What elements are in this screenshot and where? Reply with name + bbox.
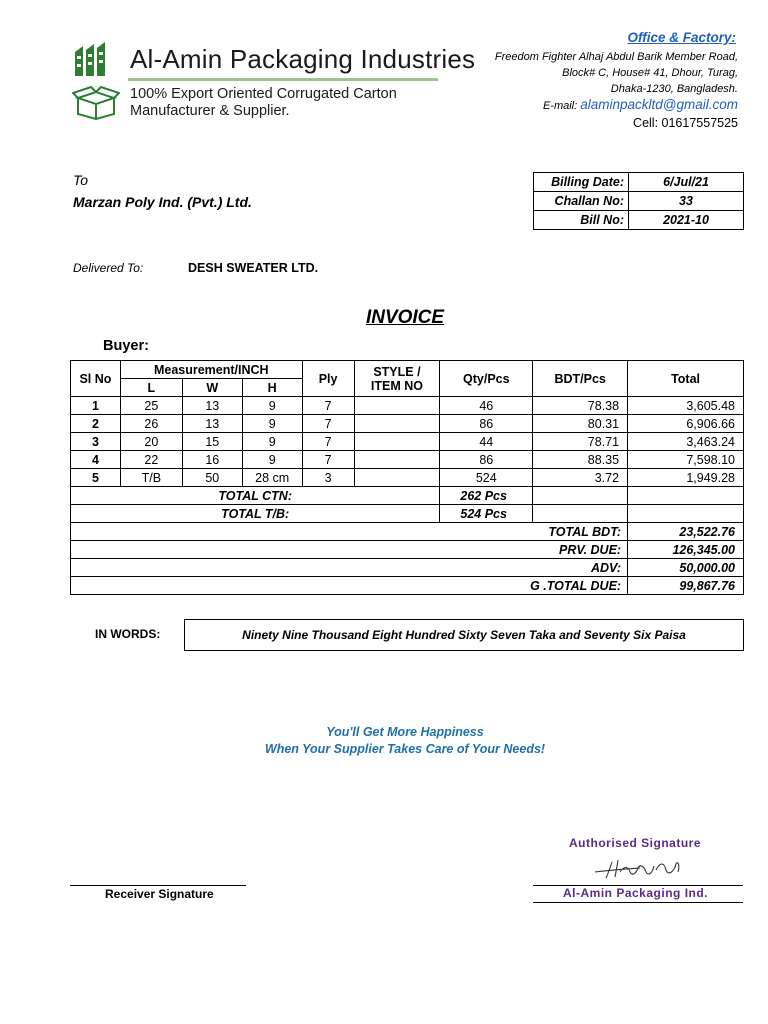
cell-rate: 88.35 [533, 451, 628, 469]
challan-value: 33 [629, 192, 744, 211]
invoice-items-table [70, 360, 744, 595]
slogan-line-2: When Your Supplier Takes Care of Your Needs! [264, 742, 546, 756]
total-tb-row [71, 505, 744, 523]
billing-date-row [534, 173, 744, 192]
delivered-to-label: Delivered To: [73, 261, 144, 275]
cell-qty: 524 [440, 469, 533, 487]
total-ctn-empty [533, 487, 628, 505]
cell-w: 16 [182, 451, 242, 469]
delivered-to-value: DESH SWEATER LTD. [188, 261, 319, 275]
cell-w: 15 [182, 433, 242, 451]
receiver-signature-line [70, 885, 246, 886]
cell-h: 9 [242, 397, 302, 415]
tagline-line-2: Manufacturer & Supplier. [130, 103, 290, 119]
cell-sl: 5 [71, 469, 121, 487]
total-tb-label: TOTAL T/B: [71, 505, 440, 523]
cell-l: T/B [120, 469, 182, 487]
header-total: Total [628, 361, 744, 397]
cell-h: 28 cm [242, 469, 302, 487]
cell-qty: 46 [440, 397, 533, 415]
cell-number: Cell: 01617557525 [633, 116, 738, 130]
buyer-label: Buyer: [103, 338, 149, 354]
cell-style [354, 469, 440, 487]
total-tb-empty [533, 505, 628, 523]
cell-sl: 2 [71, 415, 121, 433]
cell-ply: 7 [302, 397, 354, 415]
header-sl-no: Sl No [71, 361, 121, 397]
header-h: H [242, 379, 302, 397]
invoice-title: INVOICE [365, 307, 445, 328]
cell-h: 9 [242, 415, 302, 433]
cell-total: 1,949.28 [628, 469, 744, 487]
header-style [354, 361, 440, 397]
slogan [0, 724, 768, 758]
total-tb-value: 524 Pcs [440, 505, 533, 523]
header-rate: BDT/Pcs [533, 361, 628, 397]
billing-date-label: Billing Date: [534, 173, 629, 192]
grand-total-label: G .TOTAL DUE: [71, 577, 628, 595]
authorised-signature-underline [533, 902, 743, 903]
cell-rate: 3.72 [533, 469, 628, 487]
total-ctn-empty-2 [628, 487, 744, 505]
in-words-value: Ninety Nine Thousand Eight Hundred Sixty Seven Taka and Seventy Six Paisa [184, 619, 744, 651]
in-words-label: IN WORDS: [95, 627, 161, 641]
address-line-1: Freedom Fighter Alhaj Abdul Barik Member Road, [494, 51, 738, 63]
cell-h: 9 [242, 433, 302, 451]
company-name: Al-Amin Packaging Industries [130, 44, 476, 74]
header-w: W [182, 379, 242, 397]
cell-qty: 44 [440, 433, 533, 451]
adv-row [71, 559, 744, 577]
handwritten-signature-icon [590, 852, 690, 882]
header-divider [128, 78, 438, 81]
cell-l: 25 [120, 397, 182, 415]
table-header-row [71, 361, 744, 379]
header-l: L [120, 379, 182, 397]
cell-ply: 7 [302, 415, 354, 433]
cell-style [354, 433, 440, 451]
cell-rate: 78.38 [533, 397, 628, 415]
cell-sl: 3 [71, 433, 121, 451]
billing-info-table [533, 172, 744, 230]
grand-total-row [71, 577, 744, 595]
cell-qty: 86 [440, 451, 533, 469]
office-title: Office & Factory: [627, 30, 736, 45]
cell-rate: 80.31 [533, 415, 628, 433]
cell-w: 50 [182, 469, 242, 487]
cell-w: 13 [182, 415, 242, 433]
total-ctn-value: 262 Pcs [440, 487, 533, 505]
company-logo-icon [73, 42, 115, 78]
cell-total: 3,463.24 [628, 433, 744, 451]
bill-no-row [534, 211, 744, 230]
billing-date-value: 6/Jul/21 [629, 173, 744, 192]
cell-w: 13 [182, 397, 242, 415]
total-ctn-label: TOTAL CTN: [71, 487, 440, 505]
prv-due-value: 126,345.00 [628, 541, 744, 559]
address-line-2: Block# C, House# 41, Dhour, Turag, [562, 67, 738, 79]
cell-style [354, 397, 440, 415]
receiver-signature-label: Receiver Signature [105, 887, 214, 901]
customer-name: Marzan Poly Ind. (Pvt.) Ltd. [73, 194, 252, 210]
cell-h: 9 [242, 451, 302, 469]
cell-sl: 1 [71, 397, 121, 415]
cell-ply: 7 [302, 451, 354, 469]
bill-no-value: 2021-10 [629, 211, 744, 230]
total-bdt-row [71, 523, 744, 541]
bill-no-label: Bill No: [534, 211, 629, 230]
table-row [71, 451, 744, 469]
cell-rate: 78.71 [533, 433, 628, 451]
company-tagline [130, 86, 397, 120]
cell-l: 26 [120, 415, 182, 433]
authorised-signature-label: Authorised Signature [569, 836, 702, 850]
header-style-line-1: STYLE / [373, 364, 421, 379]
authorised-company-name: Al-Amin Packaging Ind. [563, 886, 709, 900]
table-row [71, 397, 744, 415]
email-label: E-mail: [542, 100, 578, 112]
header-ply: Ply [302, 361, 354, 397]
total-tb-empty-2 [628, 505, 744, 523]
total-ctn-row [71, 487, 744, 505]
cell-total: 7,598.10 [628, 451, 744, 469]
cell-qty: 86 [440, 415, 533, 433]
table-row [71, 415, 744, 433]
header-style-line-2: ITEM NO [370, 378, 423, 393]
header-measurement: Measurement/INCH [120, 361, 302, 379]
cell-ply: 3 [302, 469, 354, 487]
cell-l: 22 [120, 451, 182, 469]
email-link[interactable]: alaminpackltd@gmail.com [580, 97, 738, 112]
slogan-line-1: You'll Get More Happiness [326, 725, 484, 739]
cell-l: 20 [120, 433, 182, 451]
prv-due-label: PRV. DUE: [71, 541, 628, 559]
cell-total: 3,605.48 [628, 397, 744, 415]
adv-value: 50,000.00 [628, 559, 744, 577]
address-line-3: Dhaka-1230, Bangladesh. [610, 83, 738, 95]
tagline-line-1: 100% Export Oriented Corrugated Carton [130, 86, 397, 102]
cell-style [354, 415, 440, 433]
header-qty: Qty/Pcs [440, 361, 533, 397]
challan-row [534, 192, 744, 211]
total-bdt-label: TOTAL BDT: [71, 523, 628, 541]
prv-due-row [71, 541, 744, 559]
email-line [543, 97, 738, 112]
total-bdt-value: 23,522.76 [628, 523, 744, 541]
cell-ply: 7 [302, 433, 354, 451]
grand-total-value: 99,867.76 [628, 577, 744, 595]
cell-total: 6,906.66 [628, 415, 744, 433]
cell-style [354, 451, 440, 469]
adv-label: ADV: [71, 559, 628, 577]
to-label: To [73, 172, 89, 188]
cell-sl: 4 [71, 451, 121, 469]
office-address [495, 49, 738, 97]
table-row [71, 433, 744, 451]
carton-box-icon [72, 84, 120, 120]
table-row [71, 469, 744, 487]
challan-label: Challan No: [534, 192, 629, 211]
